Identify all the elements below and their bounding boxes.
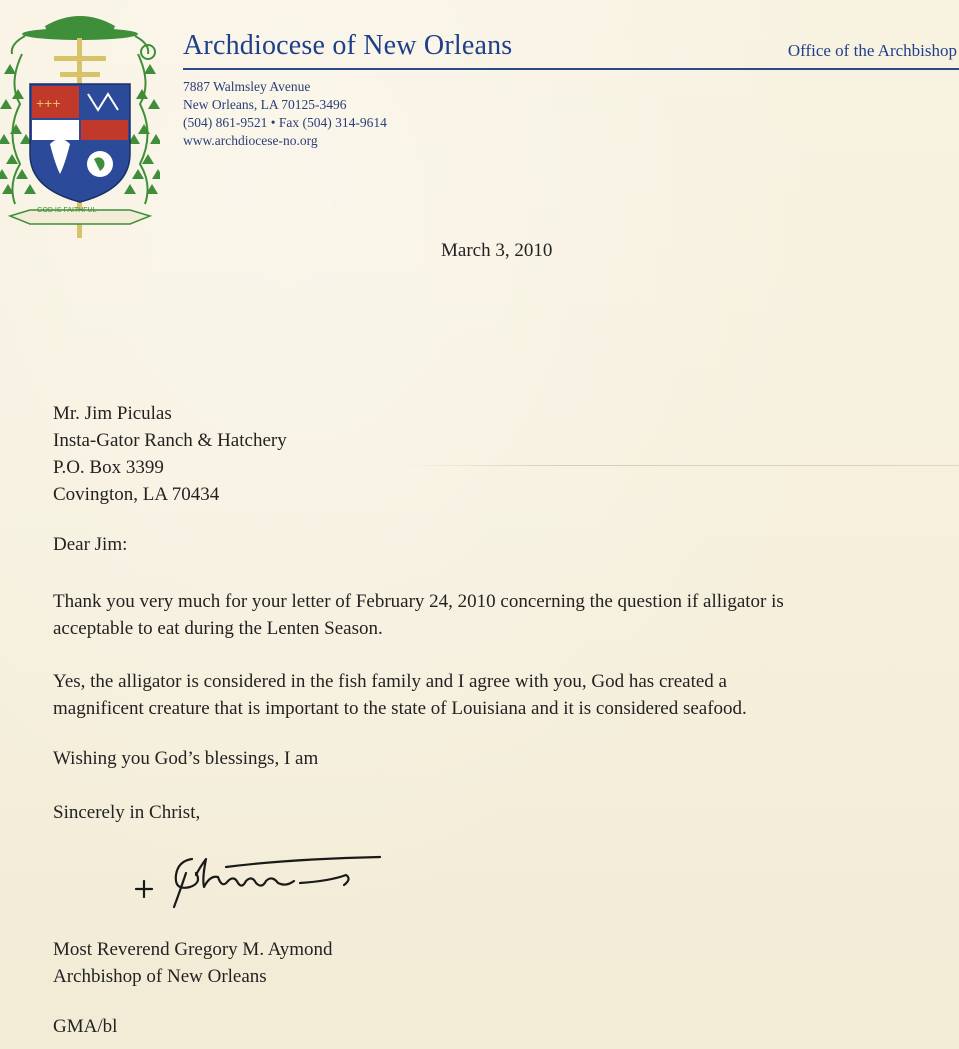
recipient-address (53, 400, 287, 508)
address-street: 7887 Walmsley Avenue (183, 79, 311, 94)
office-name: Office of the Archbishop (787, 41, 957, 60)
paragraph-line: Yes, the alligator is considered in the fish family and I agree with you, God has created a (53, 671, 727, 692)
signature-icon (130, 845, 390, 915)
paper-crease (400, 465, 959, 466)
paragraph-line: magnificent creature that is important to the state of Louisiana and it is considered seafood. (53, 698, 747, 719)
salutation: Dear Jim: (53, 534, 128, 555)
recipient-po-box: P.O. Box 3399 (53, 457, 164, 478)
body-paragraph-1 (53, 588, 959, 642)
paragraph-line: Thank you very much for your letter of February 24, 2010 concerning the question if alligator is (53, 591, 784, 612)
address-website: www.archdiocese-no.org (183, 133, 318, 148)
paragraph-line: acceptable to eat during the Lenten Season. (53, 618, 383, 639)
recipient-name: Mr. Jim Piculas (53, 403, 172, 424)
letterhead-rule (183, 68, 959, 70)
reference-initials: GMA/bl (53, 1016, 118, 1037)
valediction: Sincerely in Christ, (53, 802, 201, 823)
letterhead-address (183, 78, 387, 150)
letter-date: March 3, 2010 (441, 240, 553, 261)
closing-line: Wishing you God’s blessings, I am (53, 748, 319, 769)
signer-title: Archbishop of New Orleans (53, 966, 267, 987)
recipient-city: Covington, LA 70434 (53, 484, 220, 505)
signer-block (53, 936, 333, 990)
recipient-company: Insta-Gator Ranch & Hatchery (53, 430, 287, 451)
body-paragraph-2 (53, 668, 959, 722)
address-city: New Orleans, LA 70125-3496 (183, 97, 347, 112)
organization-name: Archdiocese of New Orleans (183, 30, 513, 61)
svg-text:+++: +++ (36, 95, 61, 111)
signer-name: Most Reverend Gregory M. Aymond (53, 939, 333, 960)
crest-motto: GOD IS FAITHFUL (37, 207, 97, 214)
address-phone-fax: (504) 861-9521 • Fax (504) 314-9614 (183, 115, 387, 130)
